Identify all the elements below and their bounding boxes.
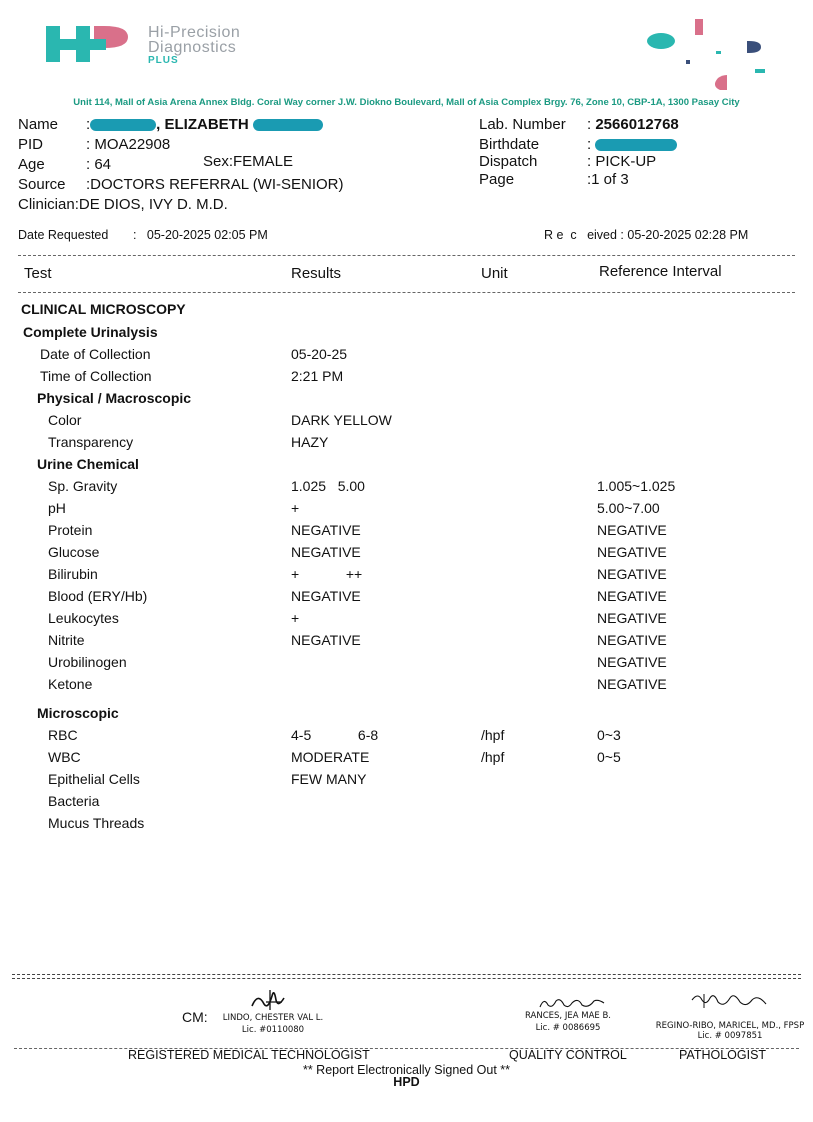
qc-name: RANCES, JEA MAE B.	[525, 1011, 611, 1021]
age-value: : 64	[86, 156, 112, 173]
qc-license: Lic. # 0086695	[535, 1023, 601, 1033]
test-result: DARK YELLOW	[291, 412, 392, 428]
divider	[12, 974, 801, 975]
divider	[12, 978, 801, 979]
test-result: MODERATE	[291, 749, 370, 765]
reference-interval: NEGATIVE	[597, 544, 667, 560]
brand-name	[148, 25, 240, 67]
reference-interval: NEGATIVE	[597, 522, 667, 538]
test-name: Protein	[48, 522, 93, 538]
test-name: Date of Collection	[40, 346, 151, 362]
lab-number-value	[587, 116, 679, 133]
pid-label: PID	[18, 136, 44, 153]
brand-line-2: Diagnostics	[148, 39, 237, 56]
page-value: :1 of 3	[587, 171, 629, 188]
test-result: +	[291, 610, 300, 626]
test-unit: /hpf	[481, 749, 505, 765]
test-result: NEGATIVE	[291, 544, 361, 560]
test-name: Sp. Gravity	[48, 478, 118, 494]
dispatch-label: Dispatch	[479, 153, 538, 170]
clinician-value: Clinician:DE DIOS, IVY D. M.D.	[18, 196, 228, 213]
test-name: Leukocytes	[48, 610, 119, 626]
test-result: 05-20-25	[291, 346, 348, 362]
test-result: 2:21 PM	[291, 368, 344, 384]
test-result: + ++	[291, 566, 363, 582]
test-result: FEW MANY	[291, 771, 367, 787]
name-value	[86, 116, 323, 133]
lab-number-prefix: :	[587, 116, 592, 133]
test-result: 1.025 5.00	[291, 478, 365, 494]
medtech-name: LINDO, CHESTER VAL L.	[222, 1013, 324, 1023]
name-label: Name	[18, 116, 59, 133]
reference-interval: NEGATIVE	[597, 610, 667, 626]
reference-interval: NEGATIVE	[597, 588, 667, 604]
column-header-unit: Unit	[481, 265, 508, 282]
date-requested-label: Date Requested	[18, 228, 109, 242]
birthdate-label: Birthdate	[479, 136, 540, 153]
reference-interval: NEGATIVE	[597, 676, 667, 692]
footer-code: HPD	[393, 1075, 420, 1089]
reference-interval: 5.00~7.00	[597, 500, 660, 516]
name-visible: , ELIZABETH	[156, 116, 249, 133]
test-result: 4-5 6-8	[291, 727, 379, 743]
role-quality-control: QUALITY CONTROL	[509, 1048, 627, 1062]
test-name: Epithelial Cells	[48, 771, 140, 787]
group-heading: Physical / Macroscopic	[37, 390, 192, 406]
section-heading: CLINICAL MICROSCOPY	[21, 301, 186, 317]
test-name: Transparency	[48, 434, 134, 450]
company-logo	[46, 24, 130, 64]
test-result: NEGATIVE	[291, 632, 361, 648]
test-name: Bacteria	[48, 793, 100, 809]
signature-medtech-icon	[248, 986, 288, 1014]
pathologist-license: Lic. # 0097851	[697, 1031, 763, 1041]
age-label: Age	[18, 156, 45, 173]
signature-pathologist-icon	[690, 990, 770, 1012]
test-name: Ketone	[48, 676, 93, 692]
test-result: NEGATIVE	[291, 588, 361, 604]
subsection-heading: Complete Urinalysis	[23, 324, 158, 340]
medtech-license: Lic. #0110080	[241, 1025, 305, 1035]
redaction-mark	[90, 119, 156, 131]
reference-interval: 0~3	[597, 727, 621, 743]
pid-value: : MOA22908	[86, 136, 171, 153]
pathologist-name: REGINO-RIBO, MARICEL, MD., FPSP	[655, 1021, 805, 1031]
column-header-test: Test	[24, 265, 52, 282]
source-value: :DOCTORS REFERRAL (WI-SENIOR)	[86, 176, 344, 193]
test-name: Color	[48, 412, 82, 428]
test-name: Mucus Threads	[48, 815, 145, 831]
column-header-results: Results	[291, 265, 342, 282]
lab-number-label: Lab. Number	[479, 116, 566, 133]
test-result: NEGATIVE	[291, 522, 361, 538]
redaction-mark	[253, 119, 323, 131]
reference-interval: 1.005~1.025	[597, 478, 676, 494]
test-name: Time of Collection	[40, 368, 152, 384]
test-name: WBC	[48, 749, 81, 765]
cm-label: CM:	[182, 1009, 208, 1025]
reference-interval: NEGATIVE	[597, 566, 667, 582]
brand-line-1: Hi-Precision	[148, 24, 241, 41]
test-unit: /hpf	[481, 727, 505, 743]
divider	[18, 255, 795, 256]
source-label: Source	[18, 176, 66, 193]
decorative-shapes	[640, 14, 780, 94]
birthdate-prefix: :	[587, 136, 592, 153]
column-header-reference: Reference Interval	[599, 263, 722, 280]
group-heading: Microscopic	[37, 705, 119, 721]
test-name: Nitrite	[48, 632, 85, 648]
signature-qc-icon	[538, 995, 608, 1011]
test-name: Glucose	[48, 544, 100, 560]
redaction-mark	[595, 139, 677, 151]
lab-number: 2566012768	[595, 116, 679, 133]
date-received: R e c eived : 05-20-2025 02:28 PM	[544, 228, 749, 242]
test-name: pH	[48, 500, 66, 516]
test-result: +	[291, 500, 300, 516]
reference-interval: NEGATIVE	[597, 654, 667, 670]
divider	[18, 292, 795, 293]
test-result: HAZY	[291, 434, 329, 450]
hp-logo-mark	[46, 24, 130, 64]
group-heading: Urine Chemical	[37, 456, 139, 472]
page-label: Page	[479, 171, 515, 188]
role-pathologist: PATHOLOGIST	[679, 1048, 767, 1062]
signed-out-note: ** Report Electronically Signed Out **	[302, 1063, 511, 1077]
test-name: RBC	[48, 727, 78, 743]
dispatch-value: : PICK-UP	[587, 153, 657, 170]
date-requested-value: : 05-20-2025 02:05 PM	[133, 228, 268, 242]
name-prefix: :	[86, 116, 91, 133]
test-name: Blood (ERY/Hb)	[48, 588, 148, 604]
address-line: Unit 114, Mall of Asia Arena Annex Bldg. Coral Way corner J.W. Diokno Boulevard, Mall of Asia Complex Brgy. 76, Zone 10, CBP-1A, 1300 Pasay City	[73, 97, 740, 108]
brand-line-3: PLUS	[148, 55, 179, 66]
sex-value: Sex:FEMALE	[203, 153, 294, 170]
test-name: Urobilinogen	[48, 654, 127, 670]
decorative-shapes-icon	[640, 14, 780, 94]
role-medtech: REGISTERED MEDICAL TECHNOLOGIST	[128, 1048, 370, 1062]
reference-interval: 0~5	[597, 749, 621, 765]
birthdate-value	[587, 136, 677, 153]
reference-interval: NEGATIVE	[597, 632, 667, 648]
test-name: Bilirubin	[48, 566, 98, 582]
signature-pathologist	[690, 990, 770, 1017]
